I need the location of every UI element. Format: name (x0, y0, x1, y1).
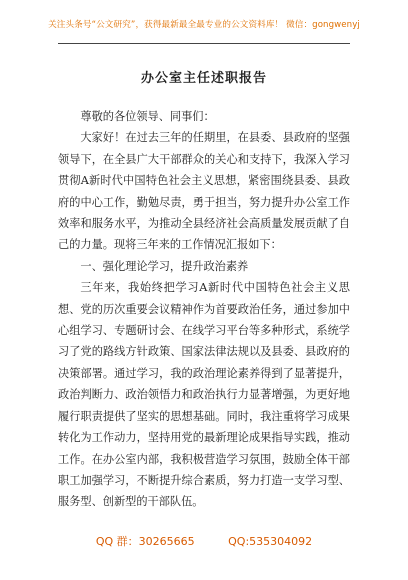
qq-group-label: QQ 群：30265665 (95, 535, 195, 548)
document-title: 办公室主任述职报告 (140, 71, 267, 86)
top-banner: 关注头条号“公文研究”，获得最新最全最专业的公文资料库！ 微信：gongwenyj (48, 20, 360, 30)
document-body (58, 106, 350, 513)
paragraph-intro: 大家好！在过去三年的任期里，在县委、县政府的坚强领导下，在全县广大干部群众的关心和支持下，我深入学习贯彻A新时代中国特色社会主义思想，紧密围绕县委、县政府的中心工作，勤勉尽责，勇于担当，努力提升办公室工作效率和服务水平，为推动全县经济社会高质量发展贡献了自己的力量。现将三年来的工作情况汇报如下： (58, 131, 350, 252)
section-heading: 一、强化理论学习，提升政治素养 (80, 259, 249, 273)
salutation: 尊敬的各位领导、同事们： (80, 110, 215, 123)
qq-number-label: QQ:535304092 (228, 535, 313, 548)
footer-contact (0, 533, 408, 549)
paragraph-study: 三年来，我始终把学习A新时代中国特色社会主义思想、党的历次重要会议精神作为首要政治任务，通过参加中心组学习、专题研讨会、在线学习平台等多种形式，系统学习了党的路线方针政策、国家法律法规以及县委、县政府的决策部署。通过学习，我的政治理论素养得到了显著提升，政治判断力、政治领悟力和政治执行力显著增强，为更好地履行职责提供了坚实的思想基础。同时，我注重将学习成果转化为工作动力，坚持用党的最新理论成果指导实践，推动工作。在办公室内部，我积极营造学习氛围，鼓励全体干部职工加强学习，不断提升综合素质，努力打造一支学习型、服务型、创新型的干部队伍。 (58, 281, 350, 509)
header-divider (58, 43, 350, 44)
